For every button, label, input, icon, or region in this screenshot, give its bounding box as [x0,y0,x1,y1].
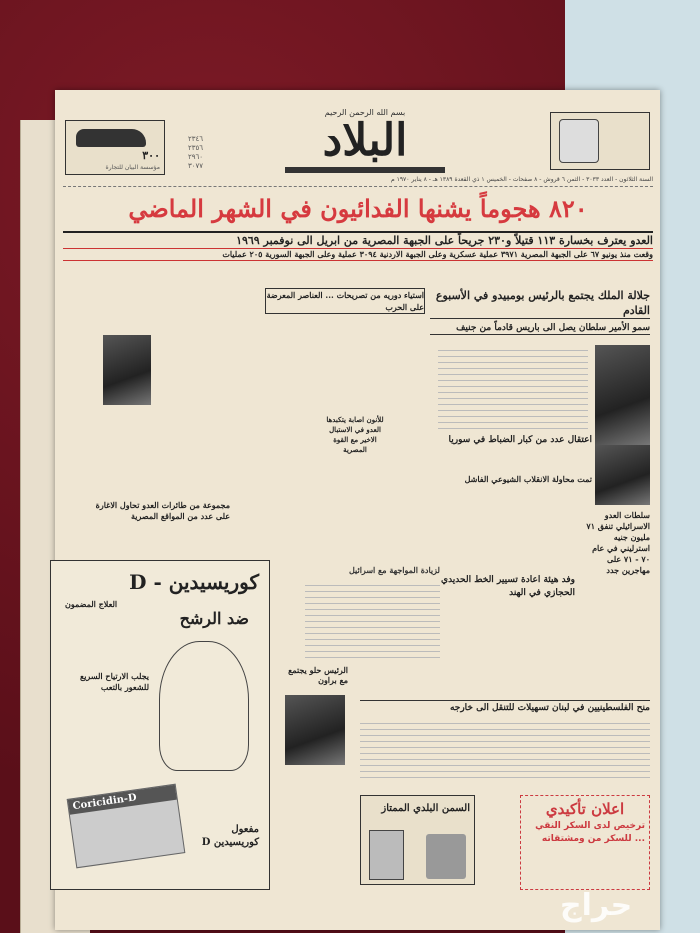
notice-title: اعلان تأكيدي [545,800,625,818]
ad-brand: كوريسيدين - D [129,570,259,594]
couple-illustration [159,641,249,771]
ad-line: ضد الرشح [179,609,249,628]
article-subheadline: سمو الأمير سلطان يصل الى باريس قادماً من جنيف [430,322,650,335]
subheadline: العدو يعترف بخسارة ١١٣ قتيلاً و٢٣٠ جريحاً على الجبهة المصرية من ابريل الى نوفمبر ١٩٦٩ [63,233,653,249]
product-box [67,784,186,869]
article-subheadline: تمت محاولة الانقلاب الشيوعي الفاشل [464,474,592,484]
basmala: بسم الله الرحمن الرحيم [324,108,406,117]
article-body [360,718,650,778]
newspaper-page [55,90,660,930]
car-icon [76,129,146,147]
article-headline: للأنون اصابة يتكبدها العدو في الاستبال الاخير مع القوة المصرية [326,415,384,454]
photo-portrait [595,445,650,505]
article-headline: منح الفلسطينيين في لبنان تسهيلات للتنقل الى خارجه [360,700,650,716]
ad-footer: مفعول كوريسيدين D [201,824,259,848]
ad-line: العلاج المضمون [65,599,118,609]
article-body [305,580,440,660]
ear-ad-can [550,112,650,170]
ad-notice [520,795,650,890]
phone: ٢٣٥٦ [187,144,203,152]
article-headline: وفد هيئة اعادة تسيير الخط الحديدي الحجازي في الهند [441,575,575,598]
header-block [63,176,653,261]
article-headline: سلطات العدو الاسرائيلي تنفق ٧١ مليون جنيه استرليني في عام ٧٠ - ٧١ على مهاجرين جدد [586,510,650,575]
article-headline: الرئيس حلو يجتمع مع براون [288,665,348,685]
phone: ٣٠٧٧ [187,162,203,170]
dateline: السنة الثلاثون - العدد ٣٠٣٣ - الثمن ٦ قروش - ٨ صفحات - الخميس ١ ذي القعدة ١٣٨٩ هـ - ٨ يناير ١٩٧٠ م [63,176,653,187]
newspaper-title: البلاد [322,115,408,166]
article-headline: اعتقال عدد من كبار الضباط في سوريا [448,435,592,445]
article-headline: مجموعة من طائرات العدو تحاول الاغارة على عدد من المواقع المصرية [95,500,230,521]
can-icon [559,119,599,163]
masthead-bar [285,167,445,173]
ghee-tin-icon [426,834,466,879]
article-headline: جلالة الملك يجتمع بالرئيس بومبيدو في الأسبوع القادم [430,288,650,319]
subheadline-2: وقعت منذ يونيو ٦٧ على الجبهة المصرية ٣٩٧١ عملية عسكرية وعلى الجبهة الاردنية ٣٠٩٤ عملية وعلى الجبهة السورية ٢٠٥ عمليات [63,249,653,261]
main-headline: ٨٢٠ هجوماً يشنها الفدائيون في الشهر الماضي [63,187,653,233]
phone: ٢٩٦٠ [187,153,203,161]
photo-portrait [103,335,151,405]
ear-price: ٣٠٠ [142,149,160,162]
notice-body: ترخيص لدى السكر النقي ... للسكر من ومشتقاته [535,821,645,844]
ear-text: مؤسسة البيان للتجارة [105,164,160,171]
ad-ghee [360,795,475,885]
photo-president [285,695,345,765]
ad-coricidin [50,560,270,890]
masthead [275,108,455,175]
product-box-label: Coricidin-D [68,785,177,815]
article-body [438,345,588,430]
ad-line: يجلب الارتياح السريع للشعور بالتعب [79,671,149,692]
article-headline: استياء دوريه من تصريحات ... العناصر المعرضة على الحرب [266,290,424,312]
article-headline: لزيادة المواجهة مع اسرائيل [349,565,440,575]
photo-king [595,345,650,445]
ghee-can-icon [369,830,404,880]
watermark-logo: حراج [560,888,633,923]
ad-title: السمن البلدي الممتاز [381,803,470,814]
ear-ad-car [65,120,165,175]
phone: ٢٣٤٦ [187,135,203,143]
